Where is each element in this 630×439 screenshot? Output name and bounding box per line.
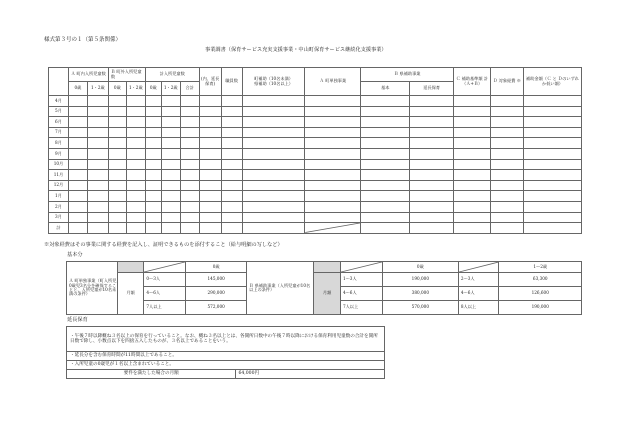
a-range: 4～6人 (144, 287, 186, 301)
month-cell[interactable] (491, 148, 524, 159)
age-0: 0歳 (108, 82, 126, 96)
month-cell[interactable] (108, 191, 126, 202)
month-cell[interactable] (305, 127, 361, 138)
month-cell[interactable] (523, 117, 581, 128)
age-0: 0歳 (68, 82, 87, 96)
month-cell[interactable] (305, 201, 361, 212)
month-row (49, 127, 582, 138)
month-cell[interactable] (410, 159, 454, 170)
month-cell[interactable] (410, 148, 454, 159)
month-cell[interactable] (126, 180, 145, 191)
month-cell[interactable] (454, 180, 491, 191)
month-cell[interactable] (68, 223, 87, 234)
extended-requirement-1: ・午後７時以降概ね３名以上の保育を行っていること。なお、概ね３名以上とは、各開所日数中の午後７時以降における保育利用児童数の合計を開所日数で除し、小数点以下を四捨五入したものが、３名以上であることをいう。 (67, 327, 385, 352)
header-total-children: 計入所児童数 (145, 68, 199, 82)
month-cell[interactable] (161, 117, 180, 128)
a-range: 7人以上 (144, 301, 186, 315)
month-cell[interactable] (87, 191, 108, 202)
month-cell[interactable] (180, 180, 199, 191)
header-town-children: Ａ 町内入所児童数 (68, 68, 108, 82)
month-cell[interactable] (410, 212, 454, 223)
month-cell[interactable] (68, 117, 87, 128)
month-cell[interactable] (242, 191, 305, 202)
month-cell[interactable] (68, 159, 87, 170)
month-cell[interactable] (87, 180, 108, 191)
month-cell[interactable] (491, 106, 524, 117)
month-cell[interactable] (454, 159, 491, 170)
month-cell[interactable] (221, 159, 242, 170)
month-cell[interactable] (305, 223, 361, 234)
month-cell[interactable] (454, 117, 491, 128)
month-cell[interactable] (454, 138, 491, 149)
month-label: 3月 (49, 212, 69, 223)
month-cell[interactable] (68, 148, 87, 159)
month-cell[interactable] (523, 96, 581, 107)
month-row (49, 212, 582, 223)
month-cell[interactable] (242, 159, 305, 170)
month-cell[interactable] (180, 223, 199, 234)
slash-cell (314, 262, 341, 273)
month-cell[interactable] (145, 138, 161, 149)
month-cell[interactable] (361, 212, 410, 223)
main-table (48, 67, 582, 234)
month-cell[interactable] (87, 106, 108, 117)
header-extended: 延長保育 (410, 82, 454, 96)
month-cell[interactable] (68, 180, 87, 191)
month-cell[interactable] (242, 117, 305, 128)
month-cell[interactable] (145, 96, 161, 107)
month-row (49, 170, 582, 181)
month-cell[interactable] (242, 127, 305, 138)
month-cell[interactable] (361, 170, 410, 181)
month-cell[interactable] (361, 117, 410, 128)
month-cell[interactable] (221, 212, 242, 223)
month-cell[interactable] (491, 138, 524, 149)
month-cell[interactable] (361, 106, 410, 117)
month-row (49, 138, 582, 149)
month-cell[interactable] (108, 201, 126, 212)
document-title: 事業調書（保育サービス充実支援事業・中山町保育サービス継続化支援事業） (205, 47, 387, 53)
month-cell[interactable] (410, 138, 454, 149)
month-cell[interactable] (199, 148, 221, 159)
month-cell[interactable] (523, 201, 581, 212)
month-cell[interactable] (87, 170, 108, 181)
month-cell[interactable] (454, 212, 491, 223)
header-subsidy-amount: 補助金額（Ｃ と Ｄのいずれか低い額） (523, 68, 581, 96)
month-cell[interactable] (126, 127, 145, 138)
month-cell[interactable] (108, 159, 126, 170)
month-cell[interactable] (242, 201, 305, 212)
month-cell[interactable] (161, 138, 180, 149)
month-cell[interactable] (180, 106, 199, 117)
month-cell[interactable] (242, 170, 305, 181)
month-cell[interactable] (161, 148, 180, 159)
extended-table (66, 326, 385, 379)
month-row (49, 223, 582, 234)
month-cell[interactable] (180, 148, 199, 159)
month-cell[interactable] (242, 223, 305, 234)
month-cell[interactable] (361, 148, 410, 159)
month-cell[interactable] (491, 201, 524, 212)
month-cell[interactable] (410, 223, 454, 234)
month-cell[interactable] (145, 170, 161, 181)
month-label: 4月 (49, 96, 69, 107)
b-range2: 4～6人 (458, 287, 499, 301)
month-cell[interactable] (491, 127, 524, 138)
month-cell[interactable] (199, 201, 221, 212)
header-eligible-cost: Ｄ 対象経費 ※ (491, 68, 524, 96)
extended-title: 延長保育 (67, 317, 88, 323)
pref-project-label: Ｂ 県補助事業（入所児童が10名以上の条件） (247, 262, 314, 315)
basic-title: 基本分 (67, 252, 83, 258)
month-cell[interactable] (108, 117, 126, 128)
month-cell[interactable] (161, 212, 180, 223)
month-cell[interactable] (126, 159, 145, 170)
month-cell[interactable] (68, 96, 87, 107)
month-cell[interactable] (410, 127, 454, 138)
b-amount: 380,000 (382, 287, 458, 301)
month-label: 7月 (49, 127, 69, 138)
b-amount2: 190,000 (499, 301, 582, 315)
cost-note: ※対象経費はその事業に関する経費を記入し、証明できるものを添付すること（給与明細の写しなど） (44, 242, 283, 248)
month-cell[interactable] (454, 96, 491, 107)
month-cell[interactable] (305, 212, 361, 223)
month-cell[interactable] (221, 191, 242, 202)
age-1-2: 1・2歳 (161, 82, 180, 96)
month-cell[interactable] (221, 170, 242, 181)
month-cell[interactable] (361, 159, 410, 170)
month-cell[interactable] (108, 148, 126, 159)
month-cell[interactable] (68, 201, 87, 212)
month-cell[interactable] (199, 117, 221, 128)
header-staff: 職員数 (221, 68, 242, 96)
month-cell[interactable] (491, 96, 524, 107)
month-cell[interactable] (454, 191, 491, 202)
month-cell[interactable] (126, 170, 145, 181)
month-cell[interactable] (410, 106, 454, 117)
month-cell[interactable] (145, 117, 161, 128)
month-cell[interactable] (126, 106, 145, 117)
month-cell[interactable] (161, 106, 180, 117)
month-label: 8月 (49, 138, 69, 149)
month-cell[interactable] (305, 159, 361, 170)
month-cell[interactable] (199, 96, 221, 107)
month-cell[interactable] (161, 180, 180, 191)
month-cell[interactable] (305, 191, 361, 202)
month-cell[interactable] (126, 148, 145, 159)
b-amount: 190,000 (382, 273, 458, 287)
month-cell[interactable] (145, 159, 161, 170)
month-cell[interactable] (180, 212, 199, 223)
b-range: 4～6人 (340, 287, 382, 301)
month-cell[interactable] (145, 223, 161, 234)
month-cell[interactable] (108, 212, 126, 223)
month-cell[interactable] (491, 159, 524, 170)
month-cell[interactable] (454, 201, 491, 212)
month-cell[interactable] (361, 96, 410, 107)
month-cell[interactable] (221, 127, 242, 138)
month-cell[interactable] (523, 106, 581, 117)
month-cell[interactable] (242, 148, 305, 159)
month-cell[interactable] (454, 148, 491, 159)
month-label: 10月 (49, 159, 69, 170)
month-cell[interactable] (361, 223, 410, 234)
month-cell[interactable] (161, 170, 180, 181)
month-label: 11月 (49, 170, 69, 181)
month-cell[interactable] (221, 117, 242, 128)
month-cell[interactable] (180, 170, 199, 181)
month-cell[interactable] (108, 127, 126, 138)
month-label: 6月 (49, 117, 69, 128)
month-cell[interactable] (68, 170, 87, 181)
month-cell[interactable] (161, 96, 180, 107)
month-cell[interactable] (145, 106, 161, 117)
month-cell[interactable] (180, 201, 199, 212)
month-cell[interactable] (361, 180, 410, 191)
month-cell[interactable] (126, 212, 145, 223)
month-cell[interactable] (361, 201, 410, 212)
month-cell[interactable] (410, 201, 454, 212)
month-cell[interactable] (221, 223, 242, 234)
month-cell[interactable] (491, 223, 524, 234)
month-cell[interactable] (87, 159, 108, 170)
col-age-0-b: 0歳 (382, 262, 458, 273)
month-row (49, 191, 582, 202)
month-cell[interactable] (161, 201, 180, 212)
slash-cell (144, 262, 186, 273)
extended-requirement-3: ・入所児童の0歳児が１名以上含まれていること。 (67, 361, 385, 370)
month-label: 12月 (49, 180, 69, 191)
month-cell[interactable] (126, 223, 145, 234)
month-cell[interactable] (361, 191, 410, 202)
month-row (49, 159, 582, 170)
month-cell[interactable] (491, 191, 524, 202)
header-extended-inner: (内、延長保育) (199, 68, 221, 96)
monthly-label-a: 月額 (117, 273, 144, 315)
month-cell[interactable] (161, 223, 180, 234)
month-label: 2月 (49, 201, 69, 212)
month-cell[interactable] (180, 138, 199, 149)
a-amount: 290,000 (186, 287, 247, 301)
b-amount: 570,000 (382, 301, 458, 315)
corner-cell (49, 68, 69, 96)
month-row (49, 180, 582, 191)
month-cell[interactable] (305, 180, 361, 191)
basic-table (66, 261, 582, 315)
month-label: 1月 (49, 191, 69, 202)
month-cell[interactable] (491, 117, 524, 128)
month-cell[interactable] (68, 106, 87, 117)
month-cell[interactable] (145, 148, 161, 159)
month-cell[interactable] (161, 159, 180, 170)
month-cell[interactable] (523, 138, 581, 149)
month-cell[interactable] (491, 212, 524, 223)
month-cell[interactable] (199, 191, 221, 202)
month-cell[interactable] (305, 138, 361, 149)
month-cell[interactable] (361, 127, 410, 138)
month-cell[interactable] (305, 96, 361, 107)
month-cell[interactable] (199, 106, 221, 117)
month-cell[interactable] (145, 212, 161, 223)
b-range2: 2～3人 (458, 273, 499, 287)
month-row (49, 106, 582, 117)
month-cell[interactable] (180, 96, 199, 107)
month-cell[interactable] (126, 191, 145, 202)
month-cell[interactable] (523, 191, 581, 202)
age-1-2: 1・2歳 (126, 82, 145, 96)
col-age-0: 0歳 (186, 262, 247, 273)
a-range: 0～3人 (144, 273, 186, 287)
month-cell[interactable] (523, 223, 581, 234)
month-cell[interactable] (242, 138, 305, 149)
age-total: 合計 (180, 82, 199, 96)
header-outside-children: Ｂ 町外入所児童数 (108, 68, 145, 82)
month-cell[interactable] (108, 106, 126, 117)
month-cell[interactable] (180, 127, 199, 138)
month-cell[interactable] (221, 180, 242, 191)
month-cell[interactable] (68, 127, 87, 138)
month-cell[interactable] (68, 212, 87, 223)
month-cell[interactable] (305, 117, 361, 128)
month-cell[interactable] (180, 191, 199, 202)
month-cell[interactable] (523, 180, 581, 191)
b-amount2: 63,300 (499, 273, 582, 287)
month-label: 9月 (49, 148, 69, 159)
month-cell[interactable] (305, 106, 361, 117)
header-town-project: Ａ 町単独事業 (305, 68, 361, 96)
month-cell[interactable] (523, 148, 581, 159)
month-cell[interactable] (454, 127, 491, 138)
month-cell[interactable] (126, 201, 145, 212)
a-amount: 572,000 (186, 301, 247, 315)
month-cell[interactable] (108, 223, 126, 234)
month-cell[interactable] (221, 201, 242, 212)
month-cell[interactable] (180, 159, 199, 170)
month-cell[interactable] (523, 127, 581, 138)
slash-cell (458, 262, 499, 273)
month-cell[interactable] (145, 201, 161, 212)
month-cell[interactable] (145, 127, 161, 138)
month-cell[interactable] (523, 170, 581, 181)
month-cell[interactable] (126, 117, 145, 128)
town-project-label: Ａ 町単独事業（町入所児0歳児3名分を確保することと、入所児童が10名未満の条件） (67, 262, 118, 315)
month-cell[interactable] (180, 117, 199, 128)
slash-cell (340, 262, 382, 273)
month-cell[interactable] (145, 191, 161, 202)
col-age-1-2: 1～2歳 (499, 262, 582, 273)
month-cell[interactable] (199, 127, 221, 138)
extended-total-value: 64,000円 (236, 370, 385, 379)
month-cell[interactable] (199, 212, 221, 223)
month-cell[interactable] (87, 201, 108, 212)
month-cell[interactable] (523, 159, 581, 170)
month-cell[interactable] (221, 148, 242, 159)
b-range: 7人以上 (340, 301, 382, 315)
month-cell[interactable] (87, 138, 108, 149)
month-cell[interactable] (87, 117, 108, 128)
month-cell[interactable] (221, 96, 242, 107)
header-pref-project: Ｂ 県補助事業 (361, 68, 454, 82)
month-cell[interactable] (87, 223, 108, 234)
month-row (49, 96, 582, 107)
age-1-2: 1・2歳 (87, 82, 108, 96)
month-cell[interactable] (199, 223, 221, 234)
month-cell[interactable] (126, 96, 145, 107)
b-amount2: 126,600 (499, 287, 582, 301)
month-row (49, 148, 582, 159)
month-cell[interactable] (199, 159, 221, 170)
monthly-label-b: 月額 (314, 273, 341, 315)
header-base: 基本 (361, 82, 410, 96)
month-cell[interactable] (454, 106, 491, 117)
form-number: 様式第３号の１（第５条関係） (44, 37, 122, 43)
month-cell[interactable] (145, 180, 161, 191)
month-cell[interactable] (221, 138, 242, 149)
header-subsidy: 町補助（10名未満） 県補助（10名以上） (242, 68, 305, 96)
month-cell[interactable] (87, 212, 108, 223)
month-cell[interactable] (108, 96, 126, 107)
month-cell[interactable] (523, 212, 581, 223)
month-row (49, 201, 582, 212)
month-cell[interactable] (242, 212, 305, 223)
month-label: 5月 (49, 106, 69, 117)
month-cell[interactable] (108, 138, 126, 149)
month-cell[interactable] (199, 180, 221, 191)
month-cell[interactable] (108, 180, 126, 191)
slash-cell (117, 262, 144, 273)
month-cell[interactable] (87, 96, 108, 107)
month-cell[interactable] (242, 180, 305, 191)
month-cell[interactable] (305, 148, 361, 159)
month-cell[interactable] (68, 191, 87, 202)
age-0: 0歳 (145, 82, 161, 96)
month-cell[interactable] (305, 170, 361, 181)
month-cell[interactable] (410, 117, 454, 128)
extended-total-label: 要件を満たした場合の月額 (67, 370, 236, 379)
month-cell[interactable] (199, 138, 221, 149)
month-cell[interactable] (410, 191, 454, 202)
month-cell[interactable] (161, 191, 180, 202)
month-cell[interactable] (242, 96, 305, 107)
b-range: 1～3人 (340, 273, 382, 287)
month-cell[interactable] (242, 106, 305, 117)
month-cell[interactable] (491, 180, 524, 191)
month-cell[interactable] (108, 170, 126, 181)
header-standard-sum: Ｃ 補助基準額 計（Ａ+Ｂ） (454, 68, 491, 96)
month-cell[interactable] (126, 138, 145, 149)
month-cell[interactable] (199, 170, 221, 181)
extended-requirement-2: ・延長分を含む保育時間が11時間以上であること。 (67, 352, 385, 361)
b-range2: 8人以上 (458, 301, 499, 315)
month-cell[interactable] (491, 170, 524, 181)
a-amount: 145,000 (186, 273, 247, 287)
month-cell[interactable] (221, 106, 242, 117)
month-cell[interactable] (410, 170, 454, 181)
month-cell[interactable] (410, 180, 454, 191)
month-label: 計 (49, 223, 69, 234)
month-cell[interactable] (87, 127, 108, 138)
month-cell[interactable] (68, 138, 87, 149)
month-cell[interactable] (87, 148, 108, 159)
month-cell[interactable] (161, 127, 180, 138)
month-cell[interactable] (361, 138, 410, 149)
month-cell[interactable] (454, 170, 491, 181)
month-cell[interactable] (410, 96, 454, 107)
month-row (49, 117, 582, 128)
month-cell[interactable] (454, 223, 491, 234)
